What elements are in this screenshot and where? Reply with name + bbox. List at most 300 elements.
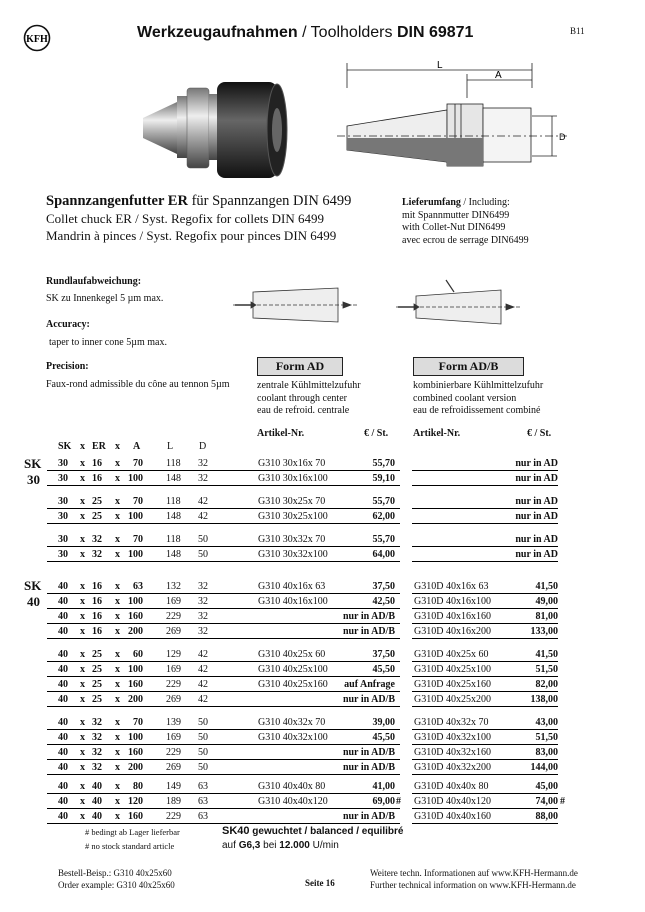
cell-er: 40 (92, 781, 102, 792)
col-x2: x (115, 441, 120, 452)
cell-x2: x (115, 694, 120, 705)
order-example-en: Order example: G310 40x25x60 (58, 880, 175, 890)
cell-price: 45,50 (372, 664, 395, 675)
cell-sk: 40 (58, 796, 68, 807)
cell-x2: x (115, 811, 120, 822)
cell-art2: G310D 40x40x160 (414, 811, 491, 822)
cell-d: 50 (198, 732, 208, 743)
cell-price2: 45,00 (535, 781, 558, 792)
cell-l: 129 (166, 649, 181, 660)
cell-er: 16 (92, 626, 102, 637)
cell-d: 63 (198, 796, 208, 807)
cell-art: G310 40x16x100 (258, 596, 328, 607)
cell-er: 16 (92, 473, 102, 484)
cell-price2: 138,00 (530, 694, 558, 705)
cell-l: 269 (166, 762, 181, 773)
balance-text: gewuchtet / balanced / equilibré (249, 826, 404, 837)
cell-sk: 30 (58, 511, 68, 522)
table-row (0, 457, 645, 471)
order-example-de: Bestell-Beisp.: G310 40x25x60 (58, 868, 172, 878)
cell-sk: 30 (58, 458, 68, 469)
cell-price: 37,50 (372, 581, 395, 592)
cell-a: 100 (128, 473, 143, 484)
col-l: L (167, 441, 174, 452)
row-rule-2 (412, 706, 558, 707)
cell-l: 148 (166, 549, 181, 560)
cell-d: 50 (198, 747, 208, 758)
cell-d: 42 (198, 679, 208, 690)
cell-l: 118 (166, 458, 181, 469)
cell-art: G310 30x25x 70 (258, 496, 326, 507)
cell-price2: nur in AD (515, 473, 558, 484)
balance-sk40: SK40 (222, 825, 250, 837)
supply-l3: avec ecrou de serrage DIN6499 (402, 234, 529, 246)
row-rule-2 (412, 638, 558, 639)
svg-text:KFH: KFH (26, 34, 48, 45)
coolant-center-drawing (233, 280, 358, 330)
col-sk: SK (58, 441, 72, 452)
page-title (137, 24, 473, 42)
table-row (0, 648, 645, 662)
cell-x2: x (115, 747, 120, 758)
heading-fr: Mandrin à pinces / Syst. Regofix pour pinces DIN 6499 (46, 228, 337, 243)
label-l: L (437, 60, 443, 71)
cell-art2: G310D 40x32x200 (414, 762, 491, 773)
cell-x1: x (80, 473, 85, 484)
cell-art2: G310D 40x16x 63 (414, 581, 489, 592)
cell-art: G310 40x32x100 (258, 732, 328, 743)
cell-art: G310 40x16x 63 (258, 581, 326, 592)
row-rule (47, 593, 400, 594)
heading-rest: für Spannzangen DIN 6499 (187, 193, 352, 209)
cell-er: 25 (92, 496, 102, 507)
cell-price2: 81,00 (535, 611, 558, 622)
cell-price: 41,00 (372, 781, 395, 792)
cell-sk: 30 (58, 473, 68, 484)
row-rule-2 (412, 774, 558, 775)
cell-x1: x (80, 581, 85, 592)
cell-price2: 49,00 (535, 596, 558, 607)
cell-art2: G310D 40x32x160 (414, 747, 491, 758)
group-sk30-b: 30 (27, 472, 40, 487)
cell-x1: x (80, 796, 85, 807)
row-rule (47, 470, 400, 471)
cell-price2: 51,50 (535, 664, 558, 675)
cell-x1: x (80, 596, 85, 607)
cell-x1: x (80, 694, 85, 705)
title-sep: / Toolholders (297, 24, 397, 41)
row-rule (47, 485, 400, 486)
title-bold: Werkzeugaufnahmen (137, 24, 298, 41)
row-rule-2 (412, 561, 558, 562)
form-adb-desc (413, 380, 543, 418)
supply-scope (402, 197, 529, 247)
col-x1: x (80, 441, 85, 452)
supply-title-rest: / Including: (460, 197, 510, 208)
cell-price: 59,10 (372, 473, 395, 484)
cell-a: 100 (128, 732, 143, 743)
runout-de-label: Rundlaufabweichung: (46, 276, 142, 287)
cell-d: 42 (198, 694, 208, 705)
cell-er: 32 (92, 717, 102, 728)
table-row (0, 610, 645, 624)
cell-er: 16 (92, 581, 102, 592)
cell-price2: nur in AD (515, 458, 558, 469)
cell-x1: x (80, 534, 85, 545)
cell-d: 63 (198, 781, 208, 792)
cell-price: 45,50 (372, 732, 395, 743)
cell-d: 32 (198, 473, 208, 484)
cell-price: 55,70 (372, 534, 395, 545)
label-a: A (495, 70, 502, 81)
cell-art: G310 40x25x160 (258, 679, 328, 690)
form-ad-label: Form AD (257, 357, 343, 376)
cell-sk: 40 (58, 649, 68, 660)
cell-x2: x (115, 649, 120, 660)
cell-l: 169 (166, 664, 181, 675)
cell-x2: x (115, 581, 120, 592)
cell-a: 160 (128, 747, 143, 758)
cell-sk: 40 (58, 781, 68, 792)
cell-sk: 40 (58, 611, 68, 622)
cell-price2: 41,50 (535, 581, 558, 592)
table-row (0, 780, 645, 794)
cell-l: 148 (166, 473, 181, 484)
cell-price: auf Anfrage (344, 679, 395, 690)
cell-x1: x (80, 762, 85, 773)
table-row (0, 693, 645, 707)
form-ad-desc (257, 380, 361, 418)
table-row (0, 548, 645, 562)
order-example (58, 867, 175, 891)
runout-de-text: SK zu Innenkegel 5 µm max. (46, 293, 164, 304)
cell-x2: x (115, 496, 120, 507)
runout-fr-label: Precision: (46, 361, 89, 372)
group-sk40-a: SK (24, 578, 42, 593)
cell-er: 25 (92, 694, 102, 705)
cell-x1: x (80, 747, 85, 758)
table-row (0, 716, 645, 730)
supply-l2: with Collet-Nut DIN6499 (402, 222, 506, 233)
cell-price2: nur in AD (515, 549, 558, 560)
cell-x2: x (115, 781, 120, 792)
cell-d: 32 (198, 581, 208, 592)
cell-x1: x (80, 496, 85, 507)
row-rule-2 (412, 676, 558, 677)
cell-d: 63 (198, 811, 208, 822)
cell-price2: 43,00 (535, 717, 558, 728)
cell-sk: 40 (58, 581, 68, 592)
cell-l: 229 (166, 611, 181, 622)
row-rule (47, 774, 400, 775)
cell-art2: G310D 40x16x160 (414, 611, 491, 622)
row-rule-2 (412, 823, 558, 824)
cell-x2: x (115, 664, 120, 675)
row-rule-2 (412, 691, 558, 692)
cell-a: 70 (133, 717, 143, 728)
cell-er: 32 (92, 762, 102, 773)
cell-sk: 30 (58, 496, 68, 507)
cell-price: 42,50 (372, 596, 395, 607)
row-rule (47, 661, 400, 662)
row-rule-2 (412, 508, 558, 509)
cell-price2: 41,50 (535, 649, 558, 660)
cell-hash1: # (396, 796, 401, 807)
row-rule-2 (412, 808, 558, 809)
cell-er: 32 (92, 534, 102, 545)
cell-l: 149 (166, 781, 181, 792)
cell-price2: 144,00 (530, 762, 558, 773)
row-rule (47, 691, 400, 692)
cell-er: 25 (92, 511, 102, 522)
row-rule-2 (412, 744, 558, 745)
cell-x1: x (80, 717, 85, 728)
row-rule (47, 561, 400, 562)
cell-price: 55,70 (372, 458, 395, 469)
cell-l: 169 (166, 596, 181, 607)
group-sk30-a: SK (24, 456, 42, 471)
table-row (0, 795, 645, 809)
row-rule (47, 759, 400, 760)
cell-x1: x (80, 611, 85, 622)
cell-art2: G310D 40x25x 60 (414, 649, 489, 660)
cell-x1: x (80, 649, 85, 660)
form-adb-label: Form AD/B (413, 357, 524, 376)
cell-x2: x (115, 549, 120, 560)
cell-er: 40 (92, 811, 102, 822)
cell-sk: 30 (58, 549, 68, 560)
cell-price2: 74,00 (535, 796, 558, 807)
cell-d: 32 (198, 596, 208, 607)
cell-er: 32 (92, 747, 102, 758)
cell-er: 40 (92, 796, 102, 807)
cell-a: 60 (133, 649, 143, 660)
cell-x2: x (115, 679, 120, 690)
cell-l: 269 (166, 626, 181, 637)
cell-a: 70 (133, 458, 143, 469)
cell-art: G310 30x16x100 (258, 473, 328, 484)
cell-er: 25 (92, 649, 102, 660)
balance-grade: G6,3 (238, 840, 261, 851)
cell-x1: x (80, 458, 85, 469)
cell-a: 100 (128, 664, 143, 675)
cell-x1: x (80, 626, 85, 637)
cell-er: 16 (92, 596, 102, 607)
cell-price2: nur in AD (515, 496, 558, 507)
cell-art: G310 40x25x100 (258, 664, 328, 675)
cell-art2: G310D 40x32x100 (414, 732, 491, 743)
row-rule-2 (412, 470, 558, 471)
row-rule-2 (412, 729, 558, 730)
cell-a: 200 (128, 762, 143, 773)
cell-x1: x (80, 732, 85, 743)
cell-sk: 40 (58, 732, 68, 743)
row-rule-2 (412, 623, 558, 624)
cell-a: 200 (128, 626, 143, 637)
cell-price: 69,00 (372, 796, 395, 807)
cell-price2: 83,00 (535, 747, 558, 758)
row-rule-2 (412, 608, 558, 609)
cell-d: 50 (198, 762, 208, 773)
cell-x2: x (115, 458, 120, 469)
table-row (0, 746, 645, 760)
cell-d: 32 (198, 611, 208, 622)
cell-art: G310 40x40x120 (258, 796, 328, 807)
row-rule (47, 638, 400, 639)
cell-art2: G310D 40x40x 80 (414, 781, 489, 792)
form-adb-d1: kombinierbare Kühlmittelzufuhr (413, 380, 544, 391)
supply-l1: mit Spannmutter DIN6499 (402, 209, 510, 221)
cell-sk: 40 (58, 596, 68, 607)
row-rule (47, 706, 400, 707)
form-adb-d3: eau de refroidissement combiné (413, 405, 541, 416)
table-row (0, 761, 645, 775)
cell-price2: nur in AD (515, 534, 558, 545)
cell-a: 70 (133, 534, 143, 545)
technical-drawing (337, 58, 597, 198)
cell-art2: G310D 40x25x100 (414, 664, 491, 675)
cell-art2: G310D 40x32x 70 (414, 717, 489, 728)
cell-l: 269 (166, 694, 181, 705)
table-row (0, 533, 645, 547)
row-rule (47, 608, 400, 609)
cell-art2: G310D 40x16x100 (414, 596, 491, 607)
cell-l: 229 (166, 747, 181, 758)
table-row (0, 472, 645, 486)
cell-art: G310 30x32x 70 (258, 534, 326, 545)
table-row (0, 580, 645, 594)
col-artikel2: Artikel-Nr. (413, 428, 461, 439)
col-d: D (199, 441, 207, 452)
cell-sk: 40 (58, 694, 68, 705)
table-row (0, 625, 645, 639)
cell-a: 200 (128, 694, 143, 705)
group-sk40-b: 40 (27, 594, 40, 609)
table-row (0, 731, 645, 745)
cell-d: 42 (198, 649, 208, 660)
heading-bold: Spannzangenfutter ER (46, 193, 188, 209)
cell-x2: x (115, 732, 120, 743)
stock-notes (85, 825, 180, 853)
cell-price2: 51,50 (535, 732, 558, 743)
cell-price: nur in AD/B (342, 611, 395, 622)
dimension-header-row (0, 440, 645, 454)
cell-d: 50 (198, 717, 208, 728)
cell-er: 32 (92, 732, 102, 743)
col-price: € / St. (364, 428, 389, 439)
cell-price: 37,50 (372, 649, 395, 660)
table-row (0, 810, 645, 824)
cell-x1: x (80, 549, 85, 560)
cell-x2: x (115, 611, 120, 622)
tool-photo (143, 70, 299, 198)
cell-er: 32 (92, 549, 102, 560)
cell-x1: x (80, 811, 85, 822)
cell-art: G310 30x25x100 (258, 511, 328, 522)
cell-l: 118 (166, 496, 181, 507)
row-rule (47, 808, 400, 809)
cell-art: G310 30x32x100 (258, 549, 328, 560)
cell-l: 189 (166, 796, 181, 807)
cell-l: 229 (166, 811, 181, 822)
form-ad-d2: coolant through center (257, 392, 347, 404)
cell-x1: x (80, 664, 85, 675)
row-rule-2 (412, 523, 558, 524)
runout-fr-text: Faux-rond admissible du cône au tennon 5µm (46, 379, 230, 390)
form-adb-d2: combined coolant version (413, 392, 517, 404)
row-rule-2 (412, 661, 558, 662)
cell-a: 100 (128, 549, 143, 560)
row-rule (47, 729, 400, 730)
cell-x2: x (115, 717, 120, 728)
cell-a: 160 (128, 679, 143, 690)
form-ad-d3: eau de refroid. centrale (257, 405, 350, 416)
cell-l: 148 (166, 511, 181, 522)
cell-x2: x (115, 511, 120, 522)
cell-x2: x (115, 473, 120, 484)
cell-art2: G310D 40x16x200 (414, 626, 491, 637)
row-rule-2 (412, 485, 558, 486)
row-rule-2 (412, 593, 558, 594)
website-info-de: Weitere techn. Informationen auf www.KFH-Hermann.de (370, 868, 578, 878)
cell-a: 160 (128, 611, 143, 622)
cell-art: G310 40x32x 70 (258, 717, 326, 728)
cell-price2: 82,00 (535, 679, 558, 690)
cell-sk: 40 (58, 762, 68, 773)
cell-price2: 133,00 (530, 626, 558, 637)
col-a: A (133, 441, 141, 452)
runout-en-text: taper to inner cone 5µm max. (49, 337, 167, 348)
balance-rpm: 12.000 (279, 840, 310, 851)
cell-l: 169 (166, 732, 181, 743)
table-row (0, 678, 645, 692)
cell-price: 62,00 (372, 511, 395, 522)
row-rule-2 (412, 546, 558, 547)
cell-d: 32 (198, 626, 208, 637)
cell-d: 42 (198, 664, 208, 675)
cell-x1: x (80, 781, 85, 792)
cell-l: 132 (166, 581, 181, 592)
balance-note (222, 824, 403, 853)
cell-d: 50 (198, 549, 208, 560)
cell-l: 118 (166, 534, 181, 545)
cell-d: 32 (198, 458, 208, 469)
row-rule (47, 623, 400, 624)
cell-art2: G310D 40x25x200 (414, 694, 491, 705)
cell-d: 42 (198, 511, 208, 522)
cell-sk: 30 (58, 534, 68, 545)
cell-art: G310 30x16x 70 (258, 458, 326, 469)
row-rule (47, 523, 400, 524)
cell-price: nur in AD/B (342, 747, 395, 758)
note-de: # bedingt ab Lager lieferbar (85, 827, 180, 837)
page-code: B11 (570, 26, 585, 36)
balance-unit: U/min (309, 840, 339, 851)
cell-price: nur in AD/B (342, 626, 395, 637)
coolant-combined-drawing (396, 278, 521, 332)
label-d: D (559, 132, 566, 142)
cell-d: 50 (198, 534, 208, 545)
cell-price2: 88,00 (535, 811, 558, 822)
cell-er: 25 (92, 679, 102, 690)
cell-art: G310 40x40x 80 (258, 781, 326, 792)
cell-price: 55,70 (372, 496, 395, 507)
row-rule (47, 508, 400, 509)
cell-l: 229 (166, 679, 181, 690)
col-artikel: Artikel-Nr. (257, 428, 305, 439)
cell-price: nur in AD/B (342, 811, 395, 822)
cell-hash2: # (560, 796, 565, 807)
